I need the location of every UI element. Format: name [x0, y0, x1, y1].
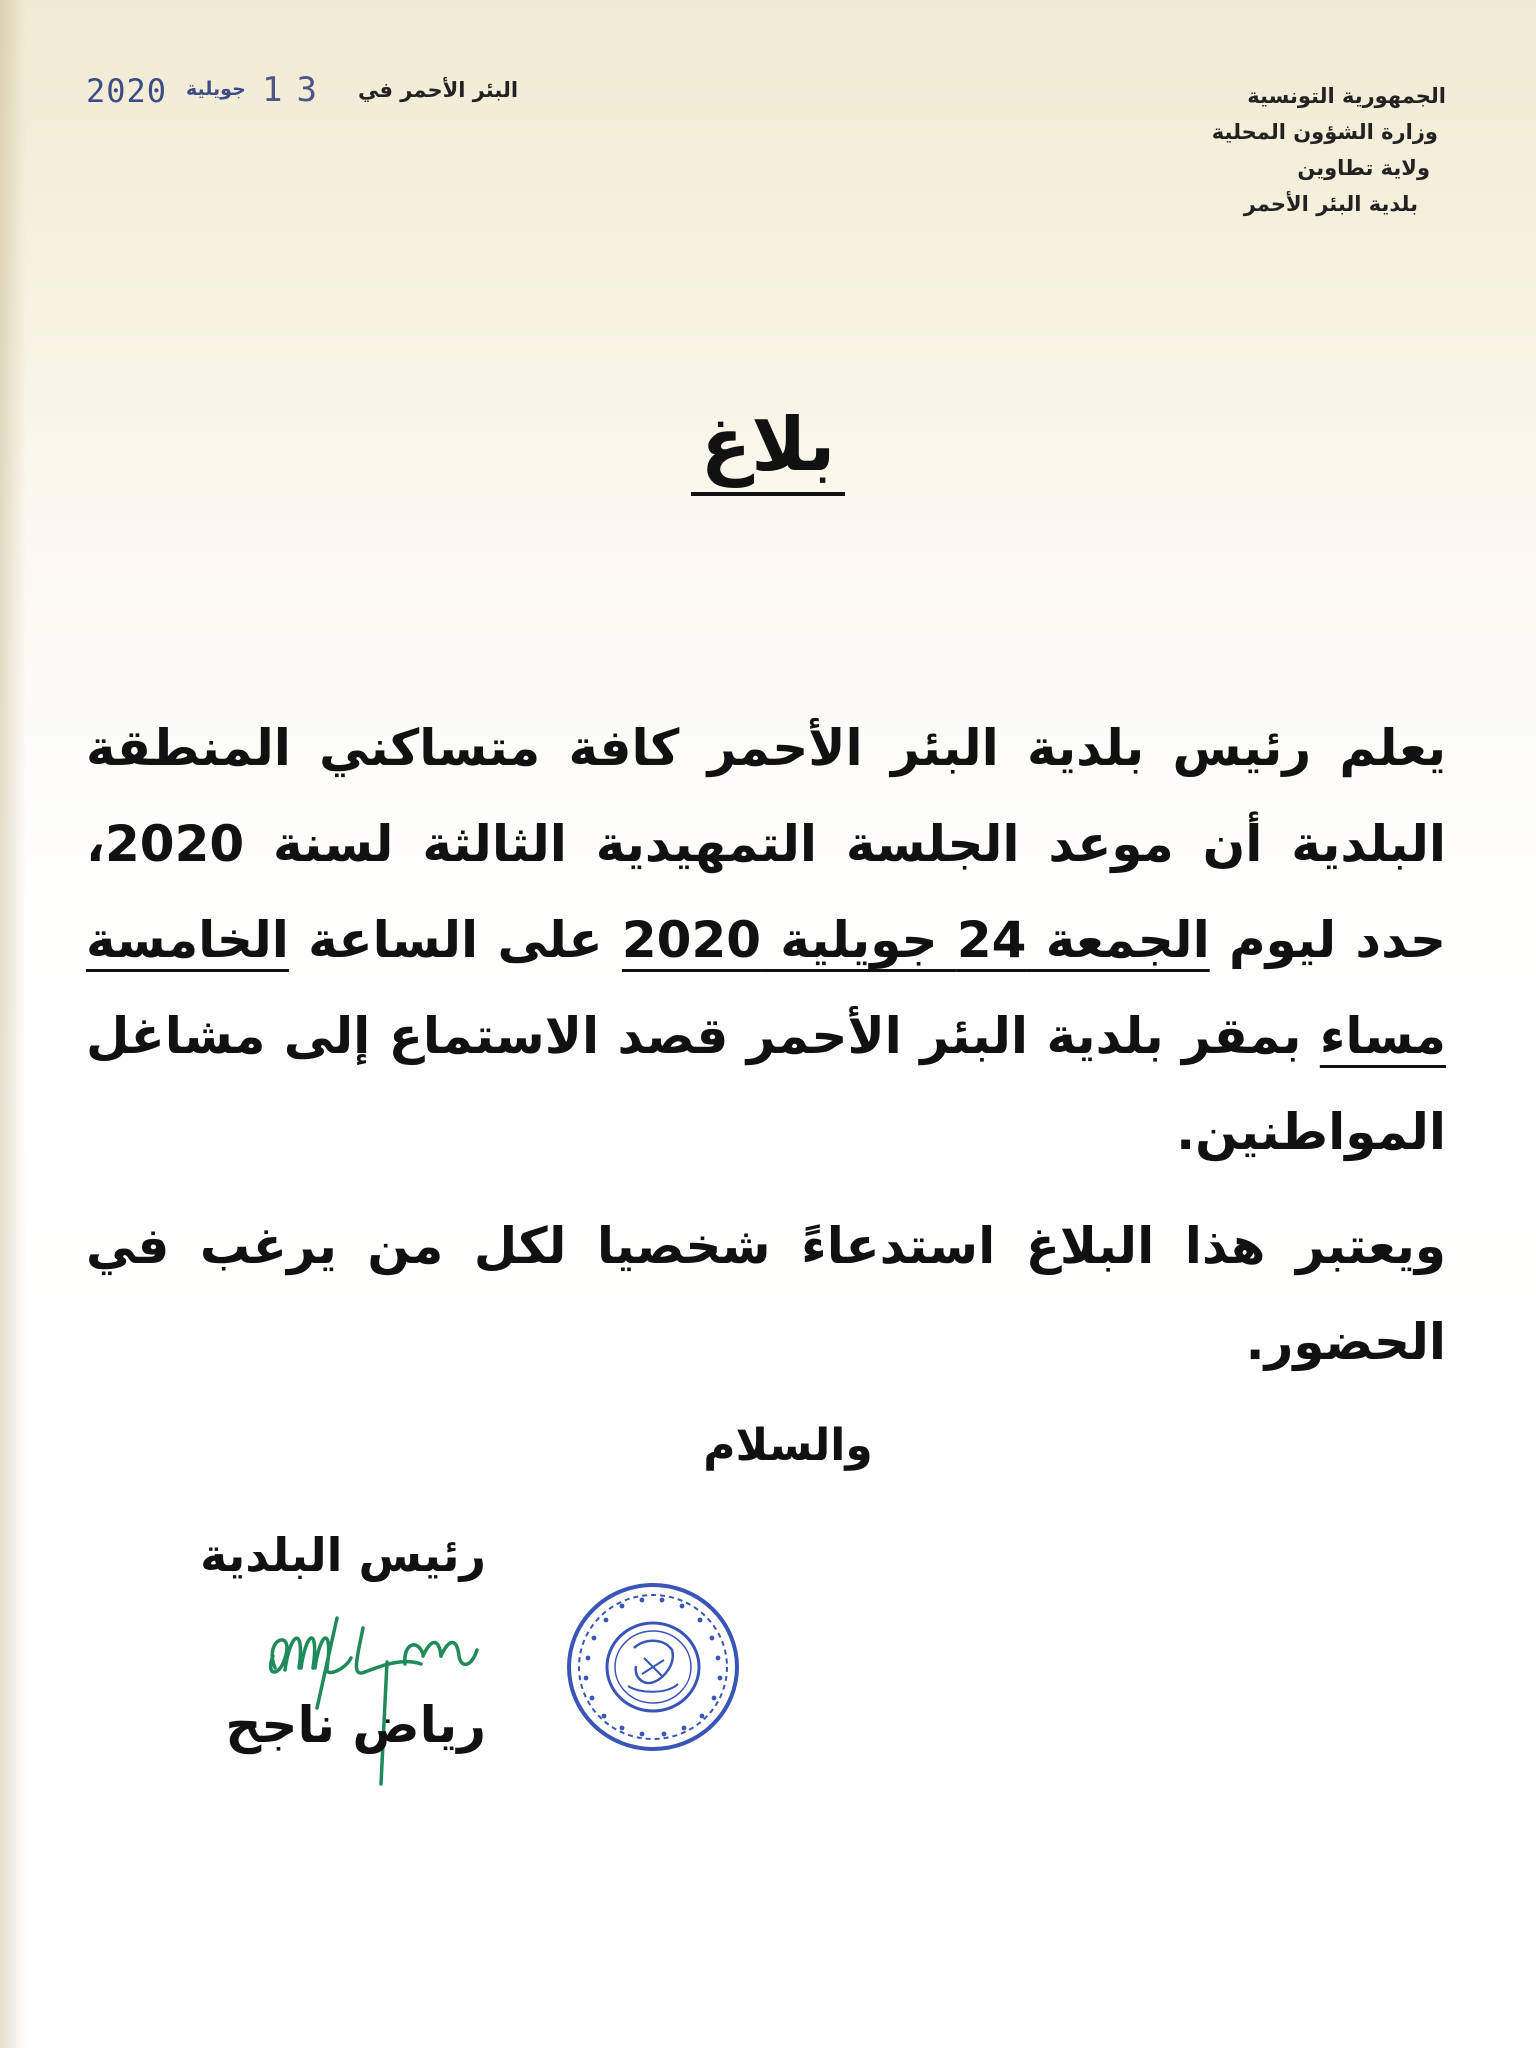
letterhead-municipality: بلدية البئر الأحمر — [1243, 192, 1418, 216]
closing-text: والسلام — [703, 1420, 873, 1471]
body-text-part-3: بمقر بلدية البئر الأحمر قصد الاستماع إلى مشاغل المواطنين. — [86, 1007, 1446, 1161]
date-stamp-year: 2020 — [86, 72, 168, 110]
signatory-name: رياض ناجح — [225, 1696, 486, 1754]
body-text-part-2: على الساعة — [288, 911, 622, 969]
body-paragraph-2: ويعتبر هذا البلاغ استدعاءً شخصيا لكل من يرغب في الحضور. — [86, 1217, 1446, 1371]
document-title — [0, 400, 1536, 496]
body-text-part-1: يعلم رئيس بلدية البئر الأحمر كافة متساكني المنطقة البلدية أن موعد الجلسة التمهيدية الثالثة لسنة 2020، حدد ليوم — [86, 719, 1447, 969]
date-stamp-month: جويلية — [186, 78, 246, 100]
title-text: بلاغ — [691, 400, 846, 496]
official-seal — [564, 1578, 742, 1756]
letterhead-governorate: ولاية تطاوين — [1297, 156, 1430, 180]
date-line — [86, 70, 526, 116]
date-place-label: البئر الأحمر في — [358, 78, 519, 102]
paper-edge-shadow — [0, 0, 26, 2048]
letterhead-ministry: وزارة الشؤون المحلية — [1211, 120, 1438, 144]
signatory-title: رئيس البلدية — [200, 1528, 486, 1582]
meeting-time: الخامسة مساء — [86, 911, 1446, 1065]
handwritten-signature — [255, 1598, 495, 1788]
body-paragraph-1 — [86, 700, 1446, 1180]
announcement-body — [86, 700, 1446, 1390]
letterhead-republic: الجمهورية التونسية — [1247, 84, 1446, 108]
closing-salutation — [0, 1420, 1536, 1471]
meeting-date: الجمعة 24 جويلية 2020 — [621, 911, 1210, 969]
letterhead — [1026, 78, 1446, 222]
date-stamp-day: 13 — [262, 70, 331, 110]
